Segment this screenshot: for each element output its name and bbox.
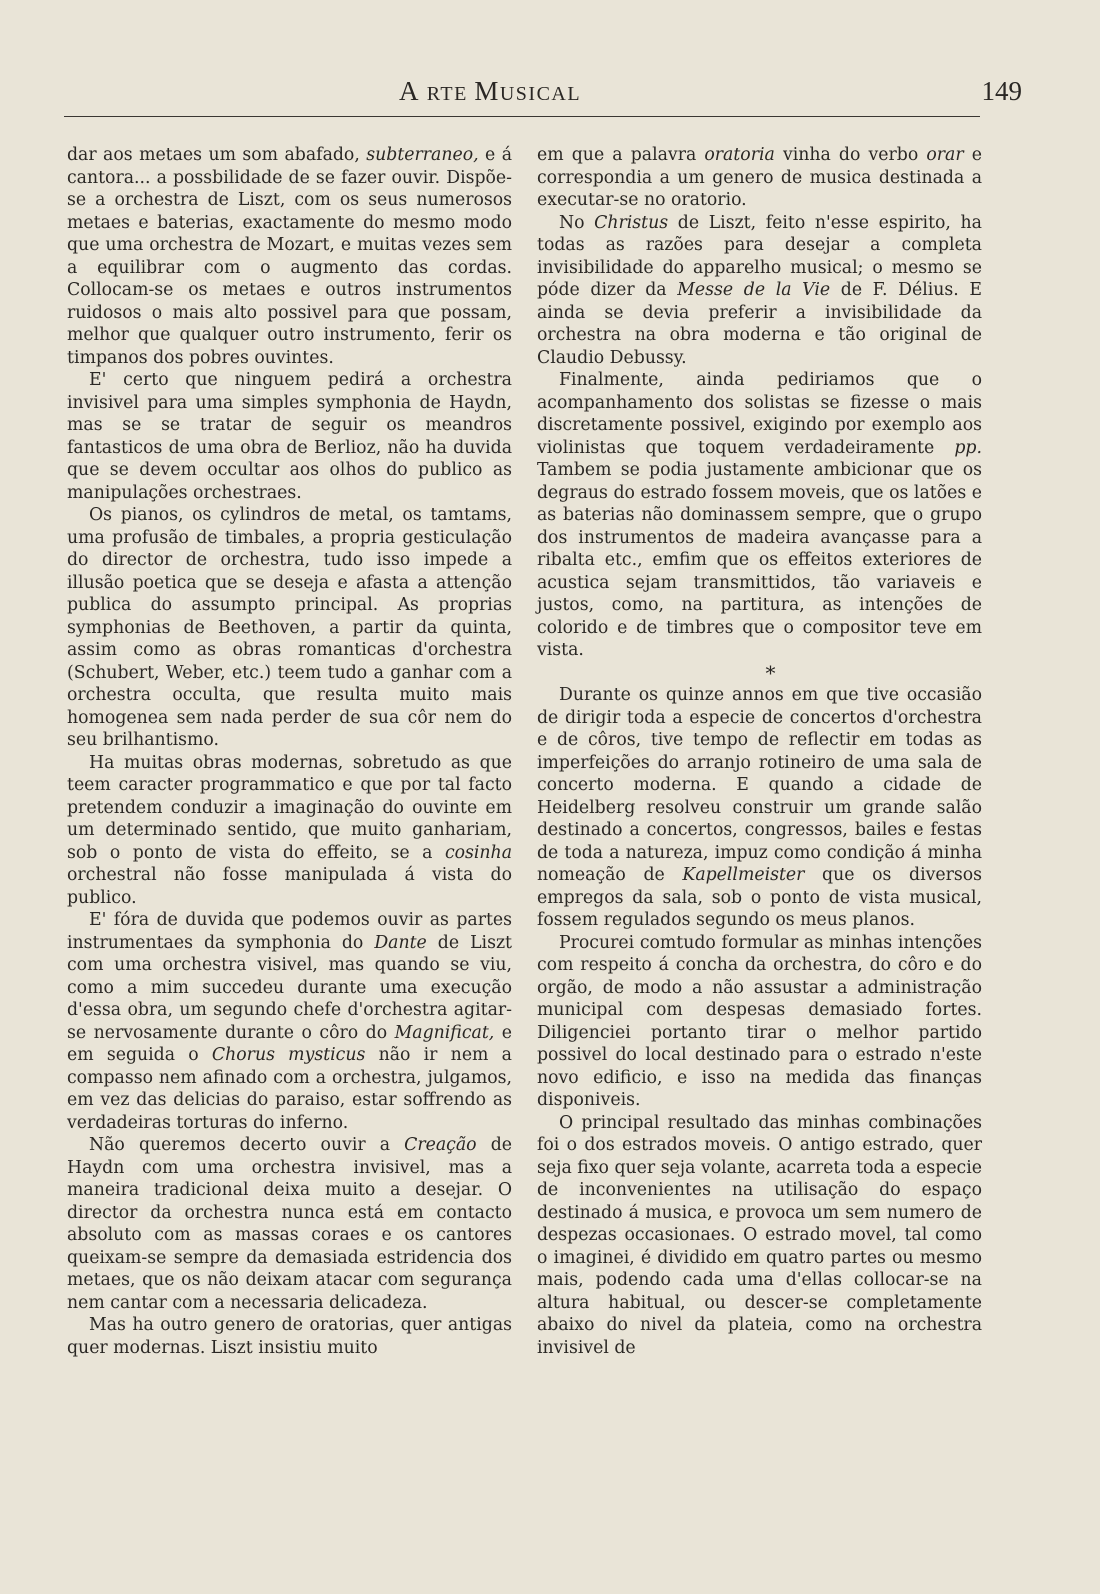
header-rule <box>64 116 980 117</box>
italic-term: Kapellmeister <box>682 865 805 885</box>
paragraph: Não queremos decerto ouvir a Creação de Haydn com uma orchestra invisivel, mas a maneira tradicional deixa muito a desejar. O director da orchestra nunca está em contacto absoluto com as massas coraes e os cantores queixam-se sempre da demasiada estridencia dos metaes, que os não deixam atacar com segurança nem cantar com a necessaria delicadeza. <box>67 1135 512 1313</box>
italic-term: Magnificat, <box>394 1022 495 1043</box>
paragraph: E' certo que ninguem pedirá a orchestra invisivel para uma simples symphonia de Haydn, mas se se tratar de seguir os meandros fantasticos de uma obra de Berlioz, não ha duvida que se devem occultar aos olhos do publico as manipulações orchestraes. <box>67 370 512 503</box>
italic-term: pp. <box>954 437 982 458</box>
paragraph: O principal resultado das minhas combinações foi o dos estrados moveis. O antigo estrado, quer seja fixo quer seja volante, acarreta toda a especie de inconvenientes na utilisação do espaço destinado á musica, e provoca um sem numero de despezas occasionaes. O estrado movel, tal como o imaginei, é dividido em quatro partes ou mesmo mais, podendo cada uma d'ellas collocar-se na altura habitual, ou descer-se completamente abaixo do nivel da plateia, como na orchestra invisivel de <box>537 1112 982 1358</box>
paragraph: E' fóra de duvida que podemos ouvir as partes instrumentaes da symphonia do Dante de Liszt com uma orchestra visivel, mas quando se viu, como a mim succedeu durante uma execução d'essa obra, um segundo chefe d'orchestra agitar-se nervosamente durante o côro do Magnificat, e em seguida o Chorus mysticus não ir nem a compasso nem afinado com a orchestra, julgamos, em vez das delicias do paraiso, estar soffrendo as verdadeiras torturas do inferno. <box>67 910 512 1133</box>
left-column <box>67 144 512 1359</box>
italic-term: orar <box>926 145 964 165</box>
italic-term: subterraneo, <box>366 145 479 165</box>
paragraph: Ha muitas obras modernas, sobretudo as que teem caracter programmatico e que por tal facto pretendem conduzir a imaginação do ouvinte em um determinado sentido, que muito ganhariam, sob o ponto de vista do effeito, se a cosinha orchestral não fosse manipulada á vista do publico. <box>67 752 512 908</box>
italic-term: cosinha <box>444 842 512 863</box>
italic-term: Creação <box>404 1135 477 1155</box>
paragraph: No Christus de Liszt, feito n'esse espirito, ha todas as razões para desejar a completa invisibilidade do apparelho musical; o mesmo se póde dizer da Messe de la Vie de F. Délius. E ainda se devia preferir a invisibilidade da orchestra na obra moderna e tão original de Claudio Debussy. <box>537 212 982 368</box>
paragraph: Mas ha outro genero de oratorias, quer antigas quer modernas. Liszt insistiu muito <box>67 1315 512 1358</box>
paragraph: Finalmente, ainda pediriamos que o acompanhamento dos solistas se fizesse o mais discretamente possivel, exigindo por exemplo aos violinistas que toquem verdadeiramente pp. Tambem se podia justamente ambicionar que os degraus do estrado fossem moveis, que os latões e as baterias não dominassem sempre, que o grupo dos instrumentos de madeira avançasse para a ribalta etc., emfim que os effeitos exteriores de acustica sejam transmittidos, tão variaveis e justos, como, na partitura, as intenções de colorido e de timbres que o compositor teve em vista. <box>537 370 982 660</box>
right-column <box>537 144 982 1359</box>
italic-term: Messe de la Vie <box>677 280 831 300</box>
paragraph: Durante os quinze annos em que tive occasião de dirigir toda a especie de concertos d'orchestra e de côros, tive tempo de reflectir em todas as imperfeições do arranjo rotineiro de uma sala de concerto moderna. E quando a cidade de Heidelberg resolveu construir um grande salão destinado a concertos, congressos, bailes e festas de toda a natureza, impuz como condição á minha nomeação de Kapellmeister que os diversos empregos da sala, sob o ponto de vista musical, fossem regulados segundo os meus planos. <box>537 685 982 930</box>
paragraph: Os pianos, os cylindros de metal, os tamtams, uma profusão de timbales, a propria gesticulação do director de orchestra, tudo isso impede a illusão poetica que se deseja e afasta a attenção publica do assumpto principal. As proprias symphonias de Beethoven, a partir da quinta, assim como as obras romanticas d'orchestra (Schubert, Weber, etc.) teem tudo a ganhar com a orchestra occulta, que resulta muito mais homogenea sem nada perder de sua côr nem do seu brilhantismo. <box>67 505 512 750</box>
page-number: 149 <box>981 76 1022 106</box>
running-title <box>399 76 581 107</box>
paragraph: Procurei comtudo formular as minhas intenções com respeito á concha da orchestra, do côro e do orgão, de modo a não assustar a administração municipal com despesas demasiado fortes. Diligenciei portanto tirar o melhor partido possivel do local destinado para o estrado n'este novo edificio, e isso na medida das finanças disponiveis. <box>537 932 982 1110</box>
italic-term: Dante <box>374 932 427 953</box>
running-header <box>64 74 1022 112</box>
italic-term: Christus <box>594 212 669 233</box>
italic-term: Chorus mysticus <box>211 1045 366 1065</box>
italic-term: oratoria <box>704 145 775 165</box>
section-break-asterisk: * <box>765 660 776 685</box>
title-initial-m: M <box>474 76 500 106</box>
title-initial-a: A <box>399 76 419 106</box>
title-usical: USICAL <box>499 83 582 105</box>
paragraph: em que a palavra oratoria vinha do verbo orar e correspondia a um genero de musica destinada a executar-se no oratorio. <box>537 145 982 210</box>
paragraph: dar aos metaes um som abafado, subterraneo, e á cantora... a possbilidade de se fazer ouvir. Dispõe-se a orchestra de Liszt, com os seus numerosos metaes e baterias, exactamente do mesmo modo que uma orchestra de Mozart, e muitas vezes sem a equilibrar com o augmento das cordas. Collocam-se os metaes e outros instrumentos ruidosos o mais alto possivel para que possam, melhor que qualquer outro instrumento, ferir os timpanos dos pobres ouvintes. <box>67 145 512 368</box>
title-rte: RTE <box>426 83 475 105</box>
